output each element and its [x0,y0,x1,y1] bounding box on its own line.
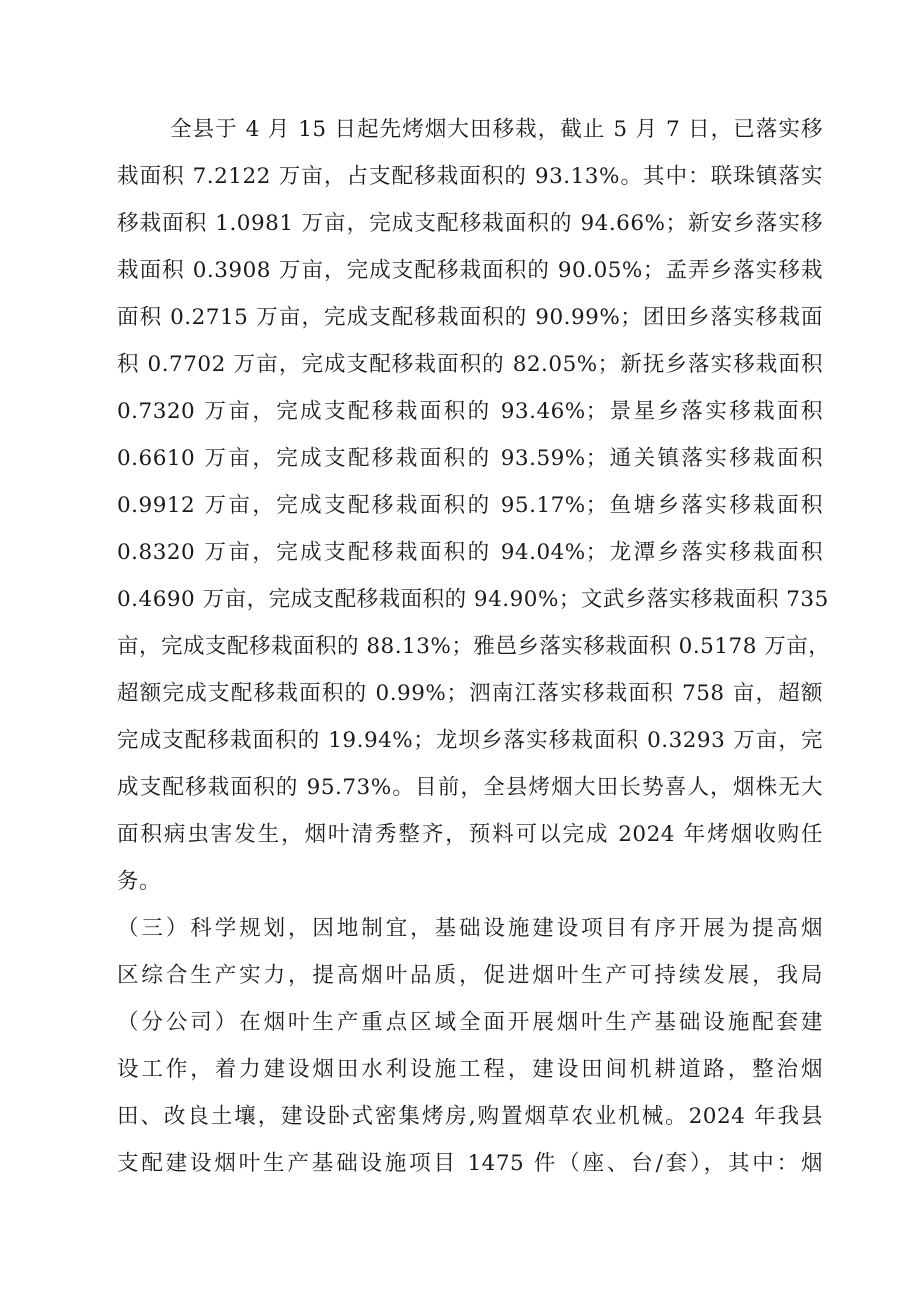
text-line: 亩，完成支配移栽面积的 88.13%；雅邑乡落实移栽面积 0.5178 万亩， [117,634,831,659]
text-line: 设工作，着力建设烟田水利设施工程，建设田间机耕道路，整治烟 [117,1057,823,1082]
text-line: 面积病虫害发生，烟叶清秀整齐，预料可以完成 2024 年烤烟收购任 [117,822,823,847]
text-line: 栽面积 0.3908 万亩，完成支配移栽面积的 90.05%；孟弄乡落实移栽 [117,258,823,283]
text-line: 全县于 4 月 15 日起先烤烟大田移栽，截止 5 月 7 日，已落实移 [170,117,823,142]
text-line: 完成支配移栽面积的 19.94%；龙坝乡落实移栽面积 0.3293 万亩，完 [117,728,823,753]
text-line: 面积 0.2715 万亩，完成支配移栽面积的 90.99%；团田乡落实移栽面 [117,305,823,330]
text-line: 务。 [117,869,162,894]
text-line: 0.9912 万亩，完成支配移栽面积的 95.17%；鱼塘乡落实移栽面积 [117,493,823,518]
text-line: 移栽面积 1.0981 万亩，完成支配移栽面积的 94.66%；新安乡落实移 [117,211,823,236]
text-line: 积 0.7702 万亩，完成支配移栽面积的 82.05%；新抚乡落实移栽面积 [117,352,823,377]
text-line: （分公司）在烟叶生产重点区域全面开展烟叶生产基础设施配套建 [117,1010,823,1035]
text-line: 成支配移栽面积的 95.73%。目前，全县烤烟大田长势喜人，烟株无大 [117,775,823,800]
text-line: 0.6610 万亩，完成支配移栽面积的 93.59%；通关镇落实移栽面积 [117,446,823,471]
text-line: 超额完成支配移栽面积的 0.99%；泗南江落实移栽面积 758 亩，超额 [117,681,823,706]
text-line: 0.7320 万亩，完成支配移栽面积的 93.46%；景星乡落实移栽面积 [117,399,823,424]
text-line: 0.4690 万亩，完成支配移栽面积的 94.90%；文武乡落实移栽面积 735 [117,587,829,612]
text-line: 田、改良土壤，建设卧式密集烤房,购置烟草农业机械。2024 年我县 [117,1104,823,1129]
text-line: 支配建设烟叶生产基础设施项目 1475 件（座、台/套），其中：烟 [117,1151,823,1176]
text-line: 0.8320 万亩，完成支配移栽面积的 94.04%；龙潭乡落实移栽面积 [117,540,823,565]
text-line: 区综合生产实力，提高烟叶品质，促进烟叶生产可持续发展，我局 [117,963,823,988]
section-heading-line: （三）科学规划，因地制宜，基础设施建设项目有序开展为提高烟 [117,916,823,941]
text-line: 栽面积 7.2122 万亩，占支配移栽面积的 93.13%。其中：联珠镇落实 [117,164,823,189]
